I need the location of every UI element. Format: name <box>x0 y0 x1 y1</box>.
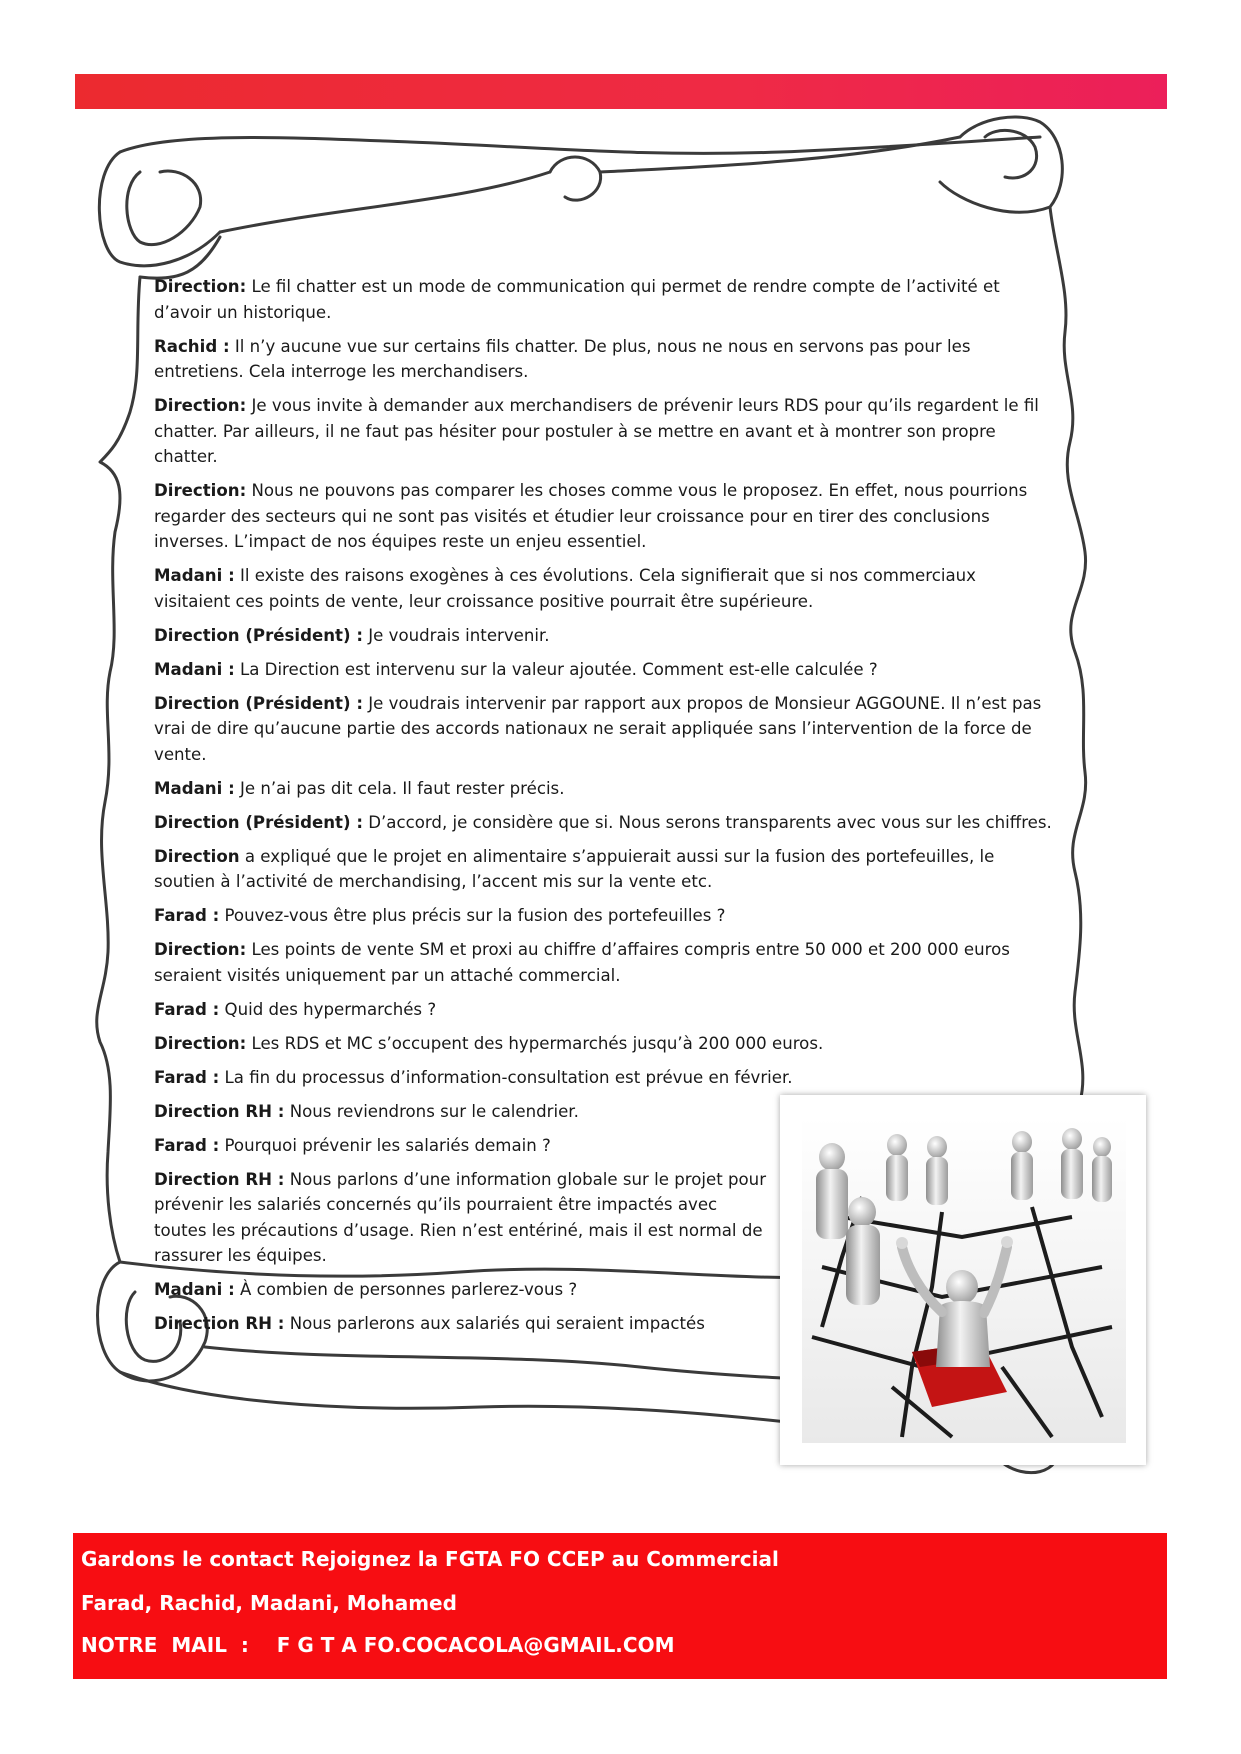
speaker-label: Farad : <box>154 999 220 1019</box>
speaker-label: Direction (Président) : <box>154 812 363 832</box>
speaker-label: Farad : <box>154 906 220 925</box>
speaker-label: Direction (Président) : <box>154 693 363 713</box>
dialogue-text: D’accord, je considère que si. Nous serons transparents avec vous sur les chiffres. <box>362 812 1052 832</box>
speaker-label: Rachid : <box>154 336 230 356</box>
speaker-label: Madani : <box>154 1280 235 1299</box>
org-chart-illustration <box>802 1117 1126 1443</box>
dialogue-text: La fin du processus d’information-consultation est prévue en février. <box>219 1067 793 1087</box>
dialogue-text: Il n’y aucune vue sur certains fils chatter. De plus, nous ne nous en servons pas pour les entretiens. Cela interroge les merchandisers. <box>154 336 971 381</box>
dialogue-text: Je vous invite à demander aux merchandisers de prévenir leurs RDS pour qu’ils regardent le fil chatter. Par ailleurs, il ne faut pas hésiter pour postuler à se mettre en avant et à montrer son propre chatter. <box>154 396 1039 466</box>
dialogue-entry <box>154 844 1054 895</box>
top-red-banner <box>75 74 1167 109</box>
speaker-label: Madani : <box>154 659 235 679</box>
dialogue-entry <box>154 478 1054 555</box>
dialogue-text: Les RDS et MC s’occupent des hypermarchés jusqu’à 200 000 euros. <box>246 1033 824 1053</box>
speaker-label: Direction: <box>154 940 247 959</box>
org-chart-people-image <box>780 1095 1146 1465</box>
dialogue-text: Nous ne pouvons pas comparer les choses comme vous le proposez. En effet, nous pourrions regarder des secteurs qui ne sont pas visités et étudier leur croissance pour en tirer des conclusions inverses. L’impact de nos équipes reste un enjeu essentiel. <box>154 481 1028 551</box>
dialogue-text: Nous parlerons aux salariés qui seraient impactés <box>284 1314 705 1333</box>
dialogue-entry <box>154 997 1054 1023</box>
dialogue-entry <box>154 274 1054 325</box>
dialogue-text: Le fil chatter est un mode de communication qui permet de rendre compte de l’activité et d’avoir un historique. <box>154 277 1000 322</box>
dialogue-text: Pouvez-vous être plus précis sur la fusion des portefeuilles ? <box>219 906 726 925</box>
dialogue-entry <box>154 657 1054 683</box>
dialogue-text: La Direction est intervenu sur la valeur ajoutée. Comment est-elle calculée ? <box>234 659 878 679</box>
footer-email-text[interactable]: NOTRE MAIL : F G T A FO.COCACOLA@GMAIL.COM <box>81 1633 675 1657</box>
speaker-label: Direction: <box>154 481 247 500</box>
speaker-label: Madani : <box>154 566 235 585</box>
speaker-label: Madani : <box>154 778 235 798</box>
dialogue-text: À combien de personnes parlerez-vous ? <box>234 1280 578 1299</box>
footer-members-text: Farad, Rachid, Madani, Mohamed <box>81 1591 457 1615</box>
speaker-label: Direction <box>154 846 240 866</box>
speaker-label: Farad : <box>154 1067 220 1087</box>
speaker-label: Direction: <box>154 396 247 415</box>
speaker-label: Farad : <box>154 1135 220 1155</box>
dialogue-entry <box>154 1277 774 1303</box>
dialogue-entry <box>154 623 1054 649</box>
dialogue-entry <box>154 937 1054 988</box>
contact-footer <box>73 1533 1167 1679</box>
dialogue-entry <box>154 1065 1054 1091</box>
dialogue-entry <box>154 1167 774 1269</box>
dialogue-text: Je n’ai pas dit cela. Il faut rester précis. <box>234 778 565 798</box>
speaker-label: Direction RH : <box>154 1101 285 1121</box>
dialogue-entry <box>154 1099 774 1125</box>
dialogue-text: Pourquoi prévenir les salariés demain ? <box>219 1135 551 1155</box>
dialogue-entry <box>154 1133 774 1159</box>
speaker-label: Direction RH : <box>154 1169 285 1189</box>
speaker-label: Direction: <box>154 277 247 296</box>
dialogue-entry <box>154 691 1054 768</box>
dialogue-text: Nous reviendrons sur le calendrier. <box>284 1101 579 1121</box>
dialogue-entry <box>154 393 1054 470</box>
dialogue-text: Nous parlons d’une information globale sur le projet pour prévenir les salariés concernés qu’ils pourraient être impactés avec toutes les précautions d’usage. Rien n’est entériné, mais il est normal de rassurer les équipes. <box>154 1169 767 1265</box>
dialogue-text: Quid des hypermarchés ? <box>219 999 437 1019</box>
dialogue-entry <box>154 563 1054 614</box>
speaker-label: Direction (Président) : <box>154 625 363 645</box>
speaker-label: Direction: <box>154 1033 247 1053</box>
speaker-label: Direction RH : <box>154 1314 285 1333</box>
footer-join-text: Gardons le contact Rejoignez la FGTA FO CCEP au Commercial <box>81 1547 779 1571</box>
dialogue-text: Il existe des raisons exogènes à ces évolutions. Cela signifierait que si nos commerciaux visitaient ces points de vente, leur croissance positive pourrait être supérieure. <box>154 566 976 611</box>
dialogue-text: Les points de vente SM et proxi au chiffre d’affaires compris entre 50 000 et 200 000 euros seraient visités uniquement par un attaché commercial. <box>154 940 1010 985</box>
dialogue-entry <box>154 810 1054 836</box>
dialogue-entry <box>154 903 1054 929</box>
dialogue-entry <box>154 1311 774 1337</box>
dialogue-entry <box>154 1031 1054 1057</box>
dialogue-text: Je voudrais intervenir par rapport aux propos de Monsieur AGGOUNE. Il n’est pas vrai de dire qu’aucune partie des accords nationaux ne serait appliquée sans l’intervention de la force de vente. <box>154 693 1042 764</box>
dialogue-entry <box>154 776 1054 802</box>
dialogue-text: Je voudrais intervenir. <box>362 625 550 645</box>
dialogue-entry <box>154 334 1054 385</box>
dialogue-text: a expliqué que le projet en alimentaire s’appuierait aussi sur la fusion des portefeuilles, le soutien à l’activité de merchandising, l’accent mis sur la vente etc. <box>154 846 995 891</box>
